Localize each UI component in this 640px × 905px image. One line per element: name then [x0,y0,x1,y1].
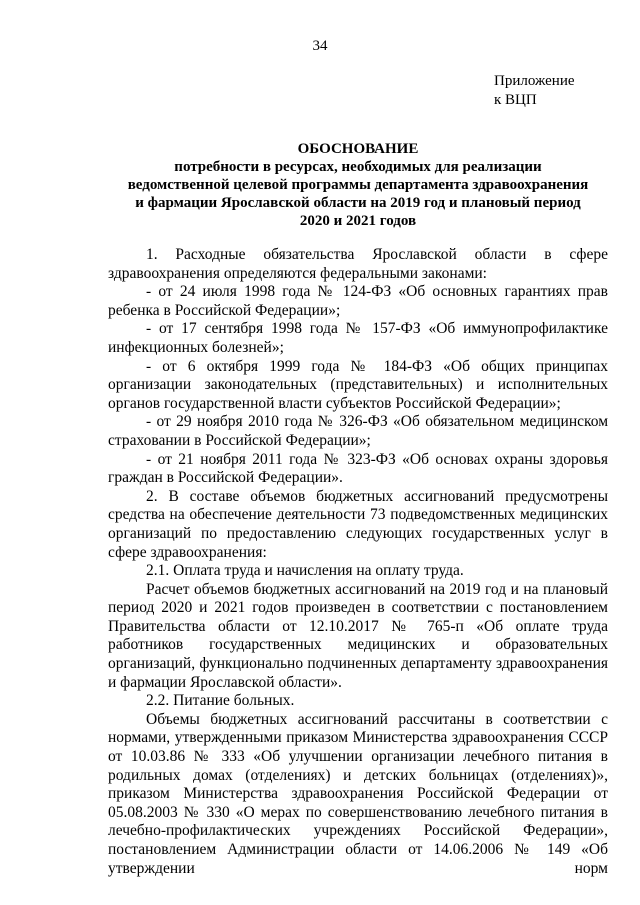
paragraph-law-326: - от 29 ноября 2010 года № 326-ФЗ «Об обязательном медицинском страховании в Российской Федерации»; [108,413,608,449]
paragraph-2-1: 2.1. Оплата труда и начисления на оплату труда. [146,562,464,580]
appendix-line-2: к ВЦП [494,92,537,108]
title-heading: ОБОСНОВАНИЕ [297,141,419,157]
paragraph-law-124: - от 24 июля 1998 года № 124-ФЗ «Об основных гарантиях прав ребенка в Российской Федерации»; [108,283,608,319]
paragraph-law-184: - от 6 октября 1999 года № 184-ФЗ «Об общих принципах организации законодательных (представительных) и исполнительных органов государственной власти субъектов Российской Федерации»; [108,357,608,412]
paragraph-law-157: - от 17 сентября 1998 года № 157-ФЗ «Об иммунопрофилактике инфекционных болезней»; [108,320,608,356]
title-line-2: ведомственной целевой программы департамента здравоохранения [127,177,589,193]
paragraph-1: 1. Расходные обязательства Ярославской области в сфере здравоохранения определяются федеральными законами: [108,246,608,282]
title-line-3: и фармации Ярославской области на 2019 год и плановый период [135,195,581,211]
paragraph-law-323: - от 21 ноября 2011 года № 323-ФЗ «Об основах охраны здоровья граждан в Российской Федерации». [108,450,608,487]
page-number: 34 [312,38,328,54]
appendix-label [494,72,575,110]
title-line-4: 2020 и 2021 годов [299,213,417,229]
appendix-line-1: Приложение [494,73,575,89]
document-title [108,140,608,230]
document-body [108,246,608,878]
paragraph-2: 2. В составе объемов бюджетных ассигнований предусмотрены средства на обеспечение деятельности 73 подведомственных медицинских организаций по предоставлению следующих государственных услуг в сфере здравоохранения: [108,487,608,561]
paragraph-2-2: 2.2. Питание больных. [146,692,295,710]
paragraph-nutrition-norms: Объемы бюджетных ассигнований рассчитаны в соответствии с нормами, утвержденными приказом Министерства здравоохранения СССР от 10.03.86 № 333 «Об улучшении организации лечебного питания в родильных домах (отделениях) и детских больницах (отделениях)», приказом Министерства здравоохранения Российской Федерации от 05.08.2003 № 330 «О мерах по совершенствованию лечебного питания в лечебно-профилактических учреждениях Российской Федерации», постановлением Администрации области от 14.06.2006 № 149 «Об утверждении норм [108,710,608,877]
title-line-1: потребности в ресурсах, необходимых для реализации [174,159,542,175]
paragraph-salary-calculation: Расчет объемов бюджетных ассигнований на 2019 год и на плановый период 2020 и 2021 годов произведен в соответствии с постановлением Правительства области от 12.10.2017 № 765-п «Об оплате труда работников государственных медицинских и образовательных организаций, функционально подчиненных департаменту здравоохранения и фармации Ярославской области». [108,580,608,691]
